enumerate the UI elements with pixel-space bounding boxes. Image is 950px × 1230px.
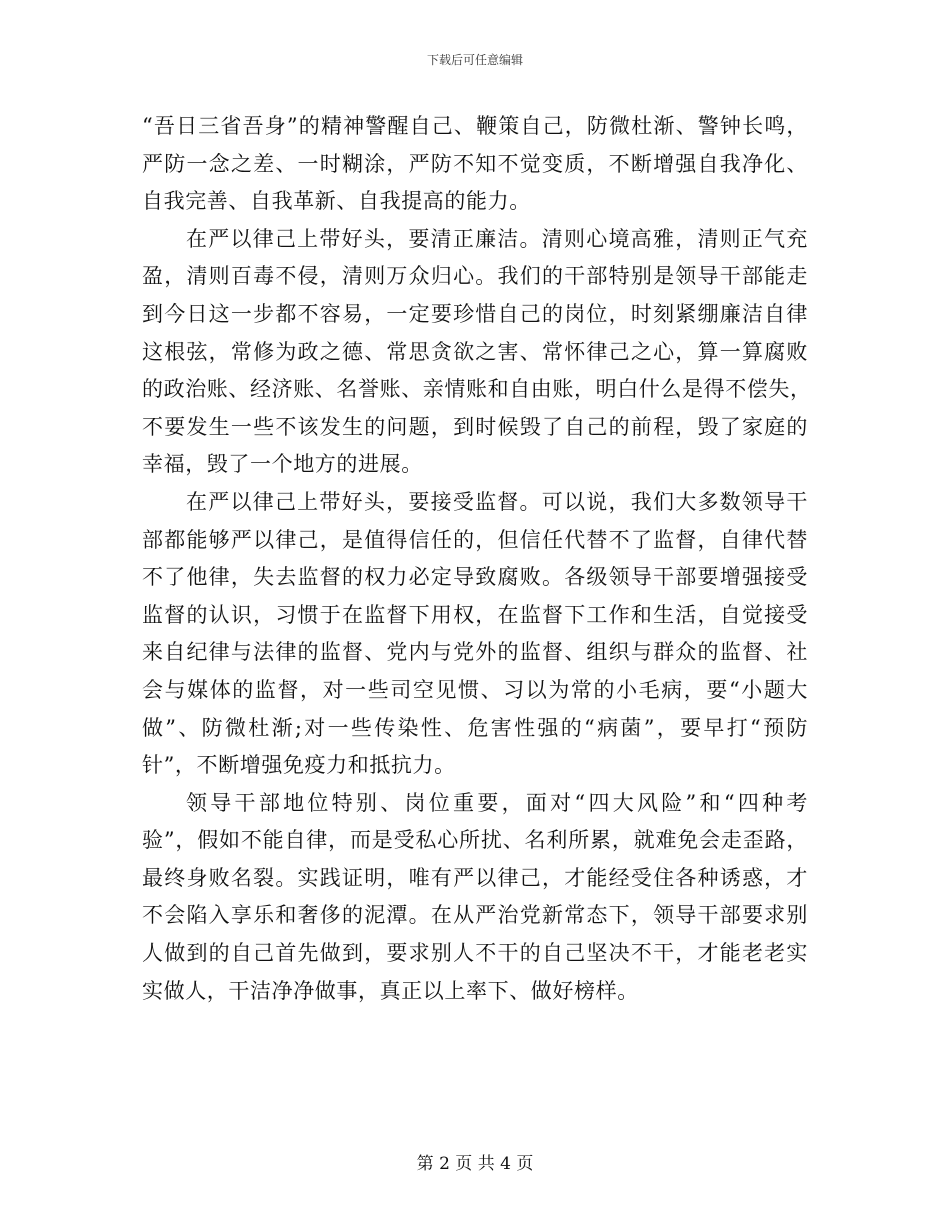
text-line: 来自纪律与法律的监督、党内与党外的监督、组织与群众的监督、社 xyxy=(142,640,808,665)
text-line: 自我完善、自我革新、自我提高的能力。 xyxy=(142,189,531,214)
paragraph-first-line: 领导干部地位特别、岗位重要，面对“四大风险”和“四种考 xyxy=(186,790,808,815)
text-line: 不要发生一些不该发生的问题，到时候毁了自己的前程，毁了家庭的 xyxy=(142,414,808,439)
text-line: 这根弦，常修为政之德、常思贪欲之害、常怀律己之心，算一算腐败 xyxy=(142,339,808,364)
text-line: 不了他律，失去监督的权力必定导致腐败。各级领导干部要增强接受 xyxy=(142,565,808,590)
text-line: 最终身败名裂。实践证明，唯有严以律己，才能经受住各种诱惑，才 xyxy=(142,865,808,890)
text-line: 的政治账、经济账、名誉账、亲情账和自由账，明白什么是得不偿失， xyxy=(142,377,812,402)
page-number-footer: 第 2 页 共 4 页 xyxy=(416,1154,534,1174)
document-body xyxy=(142,108,812,1010)
text-line: 严防一念之差、一时糊涂，严防不知不觉变质，不断增强自我净化、 xyxy=(142,151,808,176)
text-line: 实做人，干洁净净做事，真正以上率下、做好榜样。 xyxy=(142,978,639,1003)
text-line: 盈，清则百毒不侵，清则万众归心。我们的干部特别是领导干部能走 xyxy=(142,264,808,289)
text-line: 做”、防微杜渐;对一些传染性、危害性强的“病菌”，要早打“预防 xyxy=(142,715,808,740)
text-line: 部都能够严以律己，是值得信任的，但信任代替不了监督，自律代替 xyxy=(142,527,808,552)
text-line: 验”，假如不能自律，而是受私心所扰、名利所累，就难免会走歪路， xyxy=(142,828,808,853)
text-line: 不会陷入享乐和奢侈的泥潭。在从严治党新常态下，领导干部要求别 xyxy=(142,903,808,928)
text-line: 针”，不断增强免疫力和抵抗力。 xyxy=(142,753,456,778)
text-line: 会与媒体的监督，对一些司空见惯、习以为常的小毛病，要“小题大 xyxy=(142,677,808,702)
text-line: 幸福，毁了一个地方的进展。 xyxy=(142,452,423,477)
text-line: 到今日这一步都不容易，一定要珍惜自己的岗位，时刻紧绷廉洁自律 xyxy=(142,301,808,326)
text-line: 监督的认识，习惯于在监督下用权，在监督下工作和生活，自觉接受 xyxy=(142,602,808,627)
text-line: “吾日三省吾身”的精神警醒自己、鞭策自己，防微杜渐、警钟长鸣， xyxy=(142,114,808,138)
paragraph-first-line: 在严以律己上带好头，要清正廉洁。清则心境高雅，清则正气充 xyxy=(186,226,808,251)
download-note-header: 下载后可任意编辑 xyxy=(426,53,523,67)
text-line: 人做到的自己首先做到，要求别人不干的自己坚决不干，才能老老实 xyxy=(142,941,808,966)
paragraph-first-line: 在严以律己上带好头，要接受监督。可以说，我们大多数领导干 xyxy=(186,489,808,514)
